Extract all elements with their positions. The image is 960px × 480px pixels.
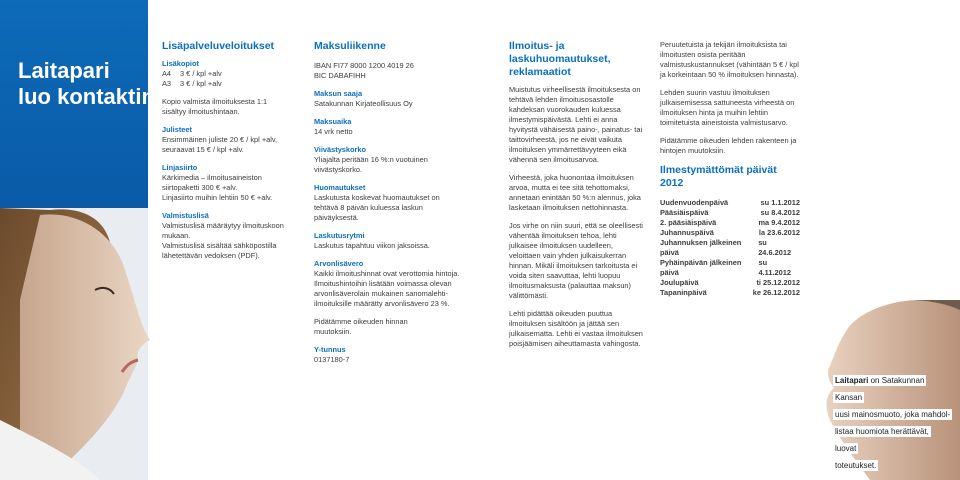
holiday-date: su 1.1.2012 bbox=[760, 198, 800, 207]
cancellation-paragraph: Peruutetuista ja tekijän ilmoituksista tai ilmoitusten osista peritään valmistuskustannukset (vähintään 5 € / kpl ja korkeintaan 50 % ilmoituksen hinnasta). bbox=[660, 40, 799, 79]
holiday-date: la 23.6.2012 bbox=[758, 228, 800, 237]
holiday-row bbox=[660, 278, 800, 288]
reclamation-paragraph-2: Virheestä, joka huonontaa ilmoituksen arvoa, mutta ei tee sitä tehottomaksi, annetaan enintään 50 %:n alennus, joka lasketaan ilmoituksen nettohinnasta. bbox=[509, 173, 641, 212]
title-line-2: luo kontaktin. bbox=[18, 84, 161, 109]
quote-brand: Laitapari bbox=[835, 376, 869, 385]
bic: BIC DABAFIHH bbox=[314, 71, 366, 80]
production-fee-text-1: Valmistuslisä määräytyy ilmoituskoon mukaan. bbox=[162, 221, 284, 240]
subheading-vat: Arvonlisävero bbox=[314, 259, 364, 268]
holiday-name: Tapaninpäivä bbox=[660, 288, 707, 297]
column-payments bbox=[314, 40, 464, 365]
copy-price: 3 € / kpl +alv bbox=[180, 79, 222, 88]
structure-change-paragraph: Pidätämme oikeuden lehden rakenteen ja hintojen muutoksiin. bbox=[660, 136, 797, 155]
subheading-line-transfer: Linjasiirto bbox=[162, 163, 198, 172]
holidays-heading: Ilmestymättömät päivät 2012 bbox=[660, 164, 777, 189]
subheading-payee: Maksun saaja bbox=[314, 89, 363, 98]
copy-row-a4 bbox=[162, 69, 290, 79]
late-interest: Yliajalta peritään 16 %:n vuotuinen viivästyskorko. bbox=[314, 155, 428, 174]
price-change-note: Pidätämme oikeuden hinnan muutoksiin. bbox=[314, 317, 408, 336]
quote-line-1: on Satakunnan Kansan bbox=[835, 376, 925, 402]
reclamation-paragraph-1: Muistutus virheellisestä ilmoituksesta on tehtävä lehden ilmoitusosastolle kahdeksan vuorokauden kuluessa ilmestymispäivästä. Lehti ei anna hyvitystä vähäisestä paino-, painatus- tai taittovirheestä, jos ne eivät vaikuta ilmoituksen ymmärrettävyyteen eikä vähennä sen ilmoitusarvoa. bbox=[509, 85, 643, 164]
subheading-remarks: Huomautukset bbox=[314, 183, 366, 192]
remarks: Laskutusta koskevat huomautukset on tehtävä 8 päivän kuluessa laskun päiväyksestä. bbox=[314, 193, 440, 222]
holiday-date: su 8.4.2012 bbox=[760, 208, 800, 217]
holiday-date: su 4.11.2012 bbox=[758, 258, 791, 277]
iban: IBAN FI77 8000 1200 4019 26 bbox=[314, 61, 414, 70]
liability-paragraph: Lehden suurin vastuu ilmoituksen julkaisemisessa sattuneesta virheestä on ilmoituksen hinta ja muihin lehtiin toimitetuista aineistoista valmistusarvo. bbox=[660, 88, 795, 127]
copy-row-a3 bbox=[162, 79, 290, 89]
subheading-payment-term: Maksuaika bbox=[314, 117, 352, 126]
holiday-name: Joulupäivä bbox=[660, 278, 699, 287]
section-heading: Ilmoitus- ja laskuhuomautukset, reklamaatiot bbox=[509, 40, 611, 78]
subheading-production-fee: Valmistuslisä bbox=[162, 211, 209, 220]
holiday-row bbox=[660, 208, 800, 218]
holiday-date: su 24.6.2012 bbox=[758, 238, 792, 257]
holiday-name: Juhannuksen jälkeinen päivä bbox=[660, 238, 742, 257]
copy-price: 3 € / kpl +alv bbox=[180, 69, 222, 78]
subheading-late-interest: Viivästyskorko bbox=[314, 145, 367, 154]
holiday-date: ti 25.12.2012 bbox=[756, 278, 800, 287]
payee: Satakunnan Kirjateollisuus Oy bbox=[314, 99, 413, 108]
holiday-name: Juhannuspäivä bbox=[660, 228, 714, 237]
production-fee-text-2: Valmistuslisä sisältää sähköpostilla lähetettävän vedoksen (PDF). bbox=[162, 241, 277, 260]
holiday-date: ma 9.4.2012 bbox=[758, 218, 800, 227]
holiday-row bbox=[660, 258, 800, 278]
copy-size: A3 bbox=[162, 79, 172, 88]
quote-line-2: uusi mainosmuoto, joka mahdol- bbox=[835, 410, 951, 419]
posters-text: Ensimmäinen juliste 20 € / kpl +alv, seuraavat 15 € / kpl +alv. bbox=[162, 135, 278, 154]
payment-term: 14 vrk netto bbox=[314, 127, 353, 136]
subheading-billing-cycle: Laskutusrytmi bbox=[314, 231, 365, 240]
column-additional-services bbox=[162, 40, 290, 261]
line-transfer-text-2: Linjasiirto muihin lehtiin 50 € +alv. bbox=[162, 193, 273, 202]
holiday-name: Uudenvuodenpäivä bbox=[660, 198, 729, 207]
column-reclamations bbox=[509, 40, 645, 357]
reclamation-paragraph-3: Jos virhe on niin suuri, että se oleellisesti vähentää ilmoituksen tehoa, lehti julkaisee ilmoituksen uudelleen, veloittaen vain yhden julkaisukerran hinnan. Mikäli ilmoituksen tarkoitusta ei voida siten saavuttaa, lehti luopuu ilmoitusmaksusta (palauttaa maksun) välittömästi. bbox=[509, 221, 643, 300]
subheading-posters: Julisteet bbox=[162, 125, 192, 134]
section-heading: Maksuliikenne bbox=[314, 40, 386, 52]
page-title bbox=[18, 58, 161, 110]
subheading-extra-copies: Lisäkopiot bbox=[162, 59, 199, 68]
title-line-1: Laitapari bbox=[18, 58, 110, 83]
holiday-date: ke 26.12.2012 bbox=[752, 288, 800, 297]
holiday-row bbox=[660, 228, 800, 238]
reclamation-paragraph-4: Lehti pidättää oikeuden puuttua ilmoituksen sisältöön ja jättää sen julkaisematta. Lehti ei vastaa ilmoituksen poisjäämisen aiheuttamasta vahingosta. bbox=[509, 309, 643, 348]
subheading-business-id: Y-tunnus bbox=[314, 345, 346, 354]
holiday-row bbox=[660, 288, 800, 298]
copy-size: A4 bbox=[162, 69, 172, 78]
quote-box bbox=[833, 372, 953, 474]
copy-note: Kopio valmista ilmoituksesta 1:1 sisältyy ilmoitushintaan. bbox=[162, 97, 268, 116]
holiday-name: 2. pääsiäispäivä bbox=[660, 218, 717, 227]
section-heading: Lisäpalveluveloitukset bbox=[162, 40, 275, 52]
holiday-row bbox=[660, 198, 800, 208]
billing-cycle: Laskutus tapahtuu viikon jaksoissa. bbox=[314, 241, 430, 250]
quote-line-4: toteutukset. bbox=[835, 461, 877, 470]
holiday-name: Pyhäinpäivän jälkeinen päivä bbox=[660, 258, 742, 277]
holiday-row bbox=[660, 218, 800, 228]
holiday-name: Pääsiäispäivä bbox=[660, 208, 709, 217]
holidays-table bbox=[660, 198, 800, 298]
quote-line-3: listaa huomiota herättävät, luovat bbox=[835, 427, 929, 453]
column-holidays bbox=[660, 40, 800, 298]
line-transfer-text-1: Kärkimedia – ilmoitusaineiston siirtopaketti 300 € +alv. bbox=[162, 173, 262, 192]
vat-text: Kaikki ilmoitushinnat ovat verottomia hintoja. Ilmoitushintoihin lisätään voimassa olevan arvonlisäverolain mukainen sanomalehti-ilmoituksille määrätty arvonlisävero 23 %. bbox=[314, 269, 460, 308]
holiday-row bbox=[660, 238, 800, 258]
business-id: 0137180-7 bbox=[314, 355, 350, 364]
